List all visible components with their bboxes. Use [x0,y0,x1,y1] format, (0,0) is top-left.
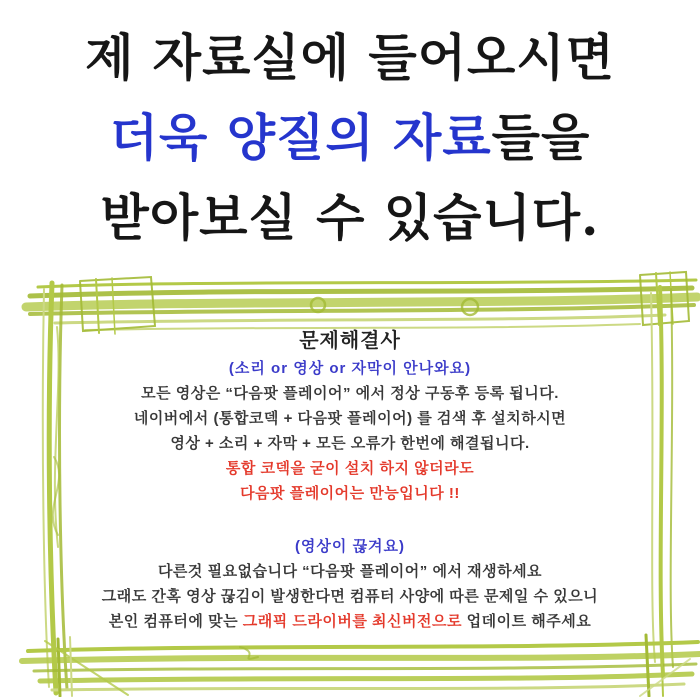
section1-line-2: 네이버에서 (통합코덱 + 다음팟 플레이어) 를 검색 후 설치하시면 [133,410,567,427]
box-title: 문제해결사 [299,330,401,352]
hero-line-3: 받아보실 수 있습니다. [100,188,600,247]
hero-message [0,18,700,258]
section1-warning-1: 통합 코덱을 굳이 설치 하지 않더라도 [225,460,475,477]
section2-line-3-prefix: 본인 컴퓨터에 맞는 [108,613,243,630]
section2-heading: (영상이 끊겨요) [294,538,406,555]
section2-line-3-highlight: 그래픽 드라이버를 최신버전으로 [242,613,462,630]
hero-line-2-highlight: 더욱 양질의 자료 [109,108,492,167]
hero-line-2-rest: 들을 [491,108,591,167]
troubleshooting-box [0,328,700,634]
section1-line-3: 영상 + 소리 + 자막 + 모든 오류가 한번에 해결됩니다. [170,435,530,452]
hero-line-2 [0,98,700,178]
section2-line-3-suffix: 업데이트 해주세요 [461,613,592,630]
section-video-stutter [0,534,700,634]
section1-heading: (소리 or 영상 or 자막이 안나와요) [228,360,472,377]
section2-line-3 [0,609,700,634]
section1-warning-2: 다음팟 플레이어는 만능입니다 !! [240,485,460,502]
hero-line-1: 제 자료실에 들어오시면 [85,28,615,87]
section-no-sound-video-subtitle [0,356,700,506]
section2-line-2: 그래도 간혹 영상 끊김이 발생한다면 컴퓨터 사양에 따른 문제일 수 있으니 [101,588,599,605]
section1-line-1: 모든 영상은 “다음팟 플레이어” 에서 정상 구동후 등록 됩니다. [141,385,559,402]
section2-line-1: 다른것 필요없습니다 “다음팟 플레이어” 에서 재생하세요 [157,563,543,580]
